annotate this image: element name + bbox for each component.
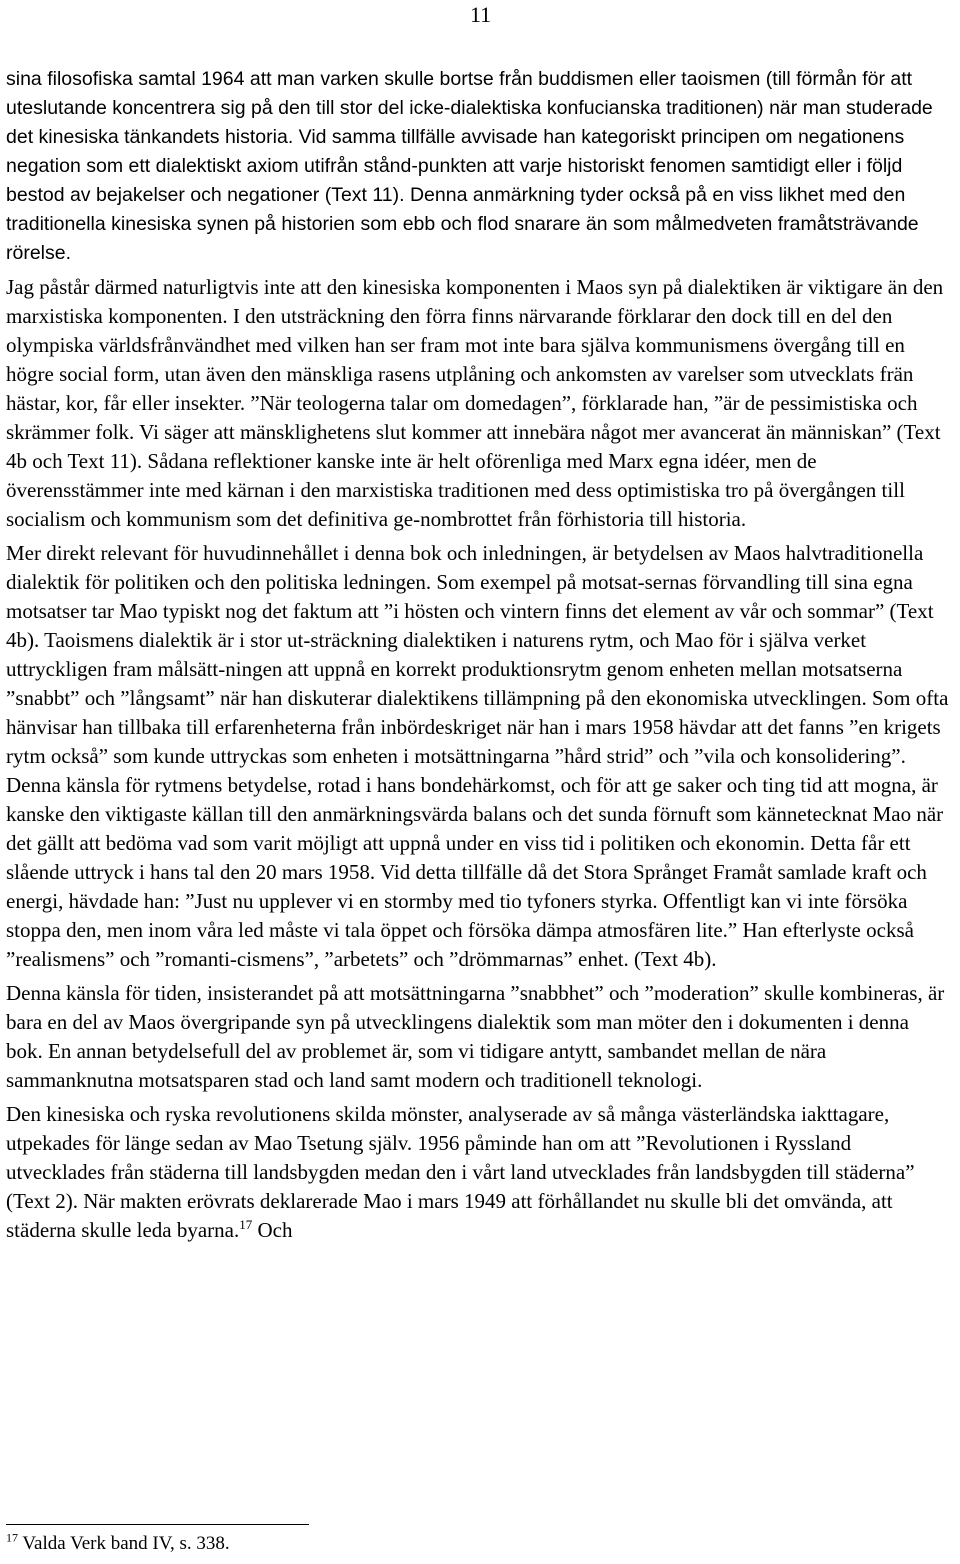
footnote-divider: [6, 1524, 309, 1525]
page-number: 11: [470, 2, 492, 27]
footnote-reference[interactable]: 17: [239, 1217, 253, 1232]
paragraph-5-text: Den kinesiska och ryska revolutionens skilda mönster, analyserade av så många västerländska iakttagare, utpekades för länge sedan av Mao Tsetung själv. 1956 påminde han om att ”Revolutionen i Ryssland utvecklades från städerna till landsbygden medan den i vårt land utvecklades från landsbygden till städerna” (Text 2). När makten erövrats deklarerade Mao i mars 1949 att förhållandet nu skulle bli det omvända, att städerna skulle leda byarna.: [6, 1102, 915, 1242]
paragraph-5-trailing: Och: [252, 1218, 293, 1242]
paragraph-2: Jag påstår därmed naturligtvis inte att den kinesiska komponenten i Maos syn på dialektiken är viktigare än den marxistiska komponenten. I den utsträckning den förra finns närvarande förklarar den dock till en del den olympiska världsfrånvändhet med vilken han ser fram mot inte bara själva kommunismens övergång till en högre social form, utan även den mänskliga rasens utplåning och ankomsten av varelser som utvecklats frän hästar, kor, får eller insekter. ”När teologerna talar om domedagen”, förklarade han, ”är de pessimistiska och skrämmer folk. Vi säger att mänsklighetens slut kommer att innebära något mer avancerat än människan” (Text 4b och Text 11). Sådana reflektioner kanske inte är helt oförenliga med Marx egna idéer, men de överensstämmer inte med kärnan i den marxistiska traditionen med dess optimistiska tro på övergången till socialism och kommunism som det definitiva ge-nombrottet från förhistoria till historia.: [6, 275, 944, 531]
paragraph-5: [6, 1100, 949, 1245]
paragraph-3: Mer direkt relevant för huvudinnehållet i denna bok och inledningen, är betydelsen av Maos halvtraditionella dialektik för politiken och den politiska ledningen. Som exempel på motsat-sernas förvandling till sina egna motsatser tar Mao typiskt nog det faktum att ”i hösten och vintern finns det element av vår och sommar” (Text 4b). Taoismens dialektik är i stor ut-sträckning dialektiken i naturens rytm, och Mao för i själva verket uttryckligen fram målsätt-ningen att uppnå en korrekt produktionsrytm genom enheten mellan motsatserna ”snabbt” och ”långsamt” när han diskuterar dialektikens tillämpning på den ekonomiska utvecklingen. Som ofta hänvisar han tillbaka till erfarenheterna från inbördeskriget när han i mars 1958 hävdar att det fanns ”en krigets rytm också” som kunde uttryckas som enheten i motsättningarna ”hård strid” och ”vila och konsolidering”. Denna känsla för rytmens betydelse, rotad i hans bondehärkomst, och för att ge saker och ting tid att mogna, är kanske den viktigaste källan till den anmärkningsvärda balans och det sunda förnuft som kännetecknat Mao när det gällt att bedöma vad som varit möjligt att uppnå under en viss tid i politiken och ekonomin. Detta får ett slående uttryck i hans tal den 20 mars 1958. Vid detta tillfälle då det Stora Språnget Framåt samlade kraft och energi, hävdade han: ”Just nu upplever vi en stormby med tio tyfoners styrka. Offentligt kan vi inte försöka stoppa den, men inom våra led måste vi tala öppet och försöka dämpa atmosfären lite.” Han efterlyste också ”realismens” och ”romanti-cismens”, ”arbetets” och ”drömmarnas” enhet. (Text 4b).: [6, 541, 949, 971]
body-text: [6, 65, 949, 1250]
footnote-number: 17: [6, 1530, 18, 1545]
paragraph-1: sina filosofiska samtal 1964 att man varken skulle bortse från buddismen eller taoismen (till förmån för att uteslutande koncentrera sig på den till stor del icke-dialektiska konfucianska traditionen) när man studerade det kinesiska tänkandets historia. Vid samma tillfälle avvisade han kategoriskt principen om negationens negation som ett dialektiskt axiom utifrån stånd-punkten att varje historiskt fenomen samtidigt eller i följd bestod av bejakelser och negationer (Text 11). Denna anmärkning tyder också på en viss likhet med den traditionella kinesiska synen på historien som ebb och flod snarare än som målmedveten framåtsträvande rörelse.: [6, 68, 933, 264]
footnote-text: Valda Verk band IV, s. 338.: [18, 1533, 230, 1554]
paragraph-4: Denna känsla för tiden, insisterandet på att motsättningarna ”snabbhet” och ”moderation” skulle kombineras, är bara en del av Maos övergripande syn på utvecklingens dialektik som man möter den i dokumenten i denna bok. En annan betydelsefull del av problemet är, som vi tidigare antytt, sambandet mellan de nära sammanknutna motsatsparen stad och land samt modern och traditionell teknologi.: [6, 981, 945, 1092]
footnote: [6, 1532, 230, 1556]
